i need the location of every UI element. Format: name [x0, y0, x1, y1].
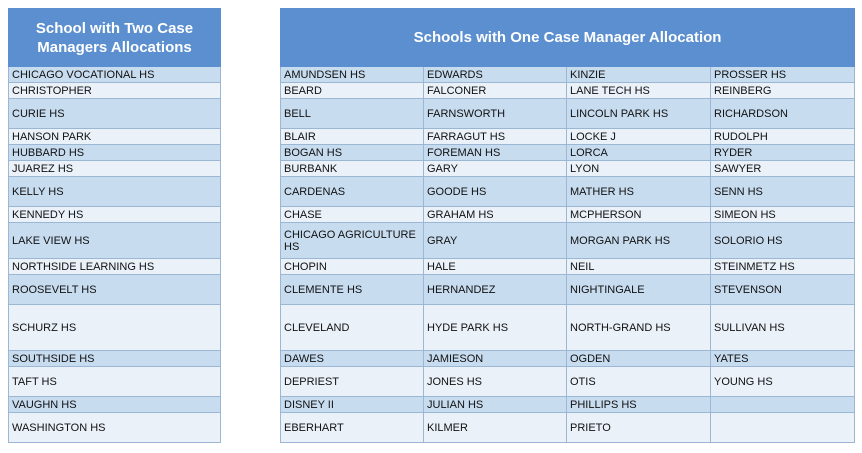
- school-cell: CHASE: [281, 207, 424, 223]
- table-row: [281, 161, 855, 177]
- school-cell: GRAHAM HS: [424, 207, 567, 223]
- one-case-manager-table: [280, 8, 855, 443]
- table-row: [281, 397, 855, 413]
- school-cell: MORGAN PARK HS: [567, 223, 711, 259]
- school-cell: HUBBARD HS: [9, 145, 221, 161]
- school-cell: AMUNDSEN HS: [281, 67, 424, 83]
- table-row: [281, 145, 855, 161]
- school-cell: SCHURZ HS: [9, 305, 221, 351]
- table-row: [9, 275, 221, 305]
- school-cell: LYON: [567, 161, 711, 177]
- school-cell: WASHINGTON HS: [9, 413, 221, 443]
- school-cell: DISNEY II: [281, 397, 424, 413]
- school-cell: KILMER: [424, 413, 567, 443]
- school-cell: BEARD: [281, 83, 424, 99]
- school-cell: SIMEON HS: [711, 207, 855, 223]
- table-row: [9, 351, 221, 367]
- table-row: [281, 259, 855, 275]
- school-cell: CHICAGO AGRICULTURE HS: [281, 223, 424, 259]
- school-cell: CARDENAS: [281, 177, 424, 207]
- school-cell: BURBANK: [281, 161, 424, 177]
- table-row: [9, 207, 221, 223]
- table-row: [9, 177, 221, 207]
- school-cell: NORTHSIDE LEARNING HS: [9, 259, 221, 275]
- school-cell: FARNSWORTH: [424, 99, 567, 129]
- school-cell: YOUNG HS: [711, 367, 855, 397]
- school-cell: GARY: [424, 161, 567, 177]
- school-cell: PHILLIPS HS: [567, 397, 711, 413]
- one-case-manager-header: Schools with One Case Manager Allocation: [281, 9, 855, 67]
- school-cell: [711, 413, 855, 443]
- table-row: [9, 99, 221, 129]
- school-cell: CHOPIN: [281, 259, 424, 275]
- school-cell: SOLORIO HS: [711, 223, 855, 259]
- school-cell: BLAIR: [281, 129, 424, 145]
- school-cell: HERNANDEZ: [424, 275, 567, 305]
- school-cell: LORCA: [567, 145, 711, 161]
- table-row: [9, 223, 221, 259]
- school-cell: JONES HS: [424, 367, 567, 397]
- school-cell: CURIE HS: [9, 99, 221, 129]
- school-cell: NORTH-GRAND HS: [567, 305, 711, 351]
- table-row: [9, 145, 221, 161]
- school-cell: RUDOLPH: [711, 129, 855, 145]
- school-cell: MATHER HS: [567, 177, 711, 207]
- school-cell: GOODE HS: [424, 177, 567, 207]
- school-cell: ROOSEVELT HS: [9, 275, 221, 305]
- school-cell: LOCKE J: [567, 129, 711, 145]
- school-cell: CLEVELAND: [281, 305, 424, 351]
- school-cell: EBERHART: [281, 413, 424, 443]
- table-row: [9, 67, 221, 83]
- school-cell: FALCONER: [424, 83, 567, 99]
- school-cell: SENN HS: [711, 177, 855, 207]
- school-cell: SAWYER: [711, 161, 855, 177]
- school-cell: BELL: [281, 99, 424, 129]
- table-row: [281, 99, 855, 129]
- table-row: [9, 367, 221, 397]
- school-cell: VAUGHN HS: [9, 397, 221, 413]
- table-row: [9, 413, 221, 443]
- two-case-managers-table: [8, 8, 221, 443]
- school-cell: LINCOLN PARK HS: [567, 99, 711, 129]
- school-cell: KELLY HS: [9, 177, 221, 207]
- school-cell: HALE: [424, 259, 567, 275]
- table-row: [9, 83, 221, 99]
- school-cell: LAKE VIEW HS: [9, 223, 221, 259]
- school-cell: FARRAGUT HS: [424, 129, 567, 145]
- school-cell: [711, 397, 855, 413]
- table-row: [281, 207, 855, 223]
- school-cell: KENNEDY HS: [9, 207, 221, 223]
- school-cell: OGDEN: [567, 351, 711, 367]
- school-cell: TAFT HS: [9, 367, 221, 397]
- school-cell: JUAREZ HS: [9, 161, 221, 177]
- school-cell: NEIL: [567, 259, 711, 275]
- table-row: [281, 129, 855, 145]
- school-cell: DEPRIEST: [281, 367, 424, 397]
- table-row: [281, 177, 855, 207]
- school-cell: DAWES: [281, 351, 424, 367]
- school-cell: BOGAN HS: [281, 145, 424, 161]
- table-row: [9, 397, 221, 413]
- school-cell: EDWARDS: [424, 67, 567, 83]
- school-cell: CHICAGO VOCATIONAL HS: [9, 67, 221, 83]
- school-cell: SOUTHSIDE HS: [9, 351, 221, 367]
- school-cell: RICHARDSON: [711, 99, 855, 129]
- school-cell: YATES: [711, 351, 855, 367]
- table-row: [281, 351, 855, 367]
- school-cell: CHRISTOPHER: [9, 83, 221, 99]
- table-row: [281, 413, 855, 443]
- table-row: [9, 305, 221, 351]
- school-cell: REINBERG: [711, 83, 855, 99]
- school-cell: HANSON PARK: [9, 129, 221, 145]
- school-cell: STEVENSON: [711, 275, 855, 305]
- table-row: [9, 161, 221, 177]
- school-cell: STEINMETZ HS: [711, 259, 855, 275]
- table-row: [9, 129, 221, 145]
- table-row: [281, 305, 855, 351]
- school-cell: MCPHERSON: [567, 207, 711, 223]
- school-cell: JULIAN HS: [424, 397, 567, 413]
- table-row: [281, 367, 855, 397]
- school-cell: JAMIESON: [424, 351, 567, 367]
- school-cell: GRAY: [424, 223, 567, 259]
- school-cell: FOREMAN HS: [424, 145, 567, 161]
- table-row: [9, 259, 221, 275]
- school-cell: HYDE PARK HS: [424, 305, 567, 351]
- school-cell: PRIETO: [567, 413, 711, 443]
- school-cell: LANE TECH HS: [567, 83, 711, 99]
- school-cell: PROSSER HS: [711, 67, 855, 83]
- school-cell: OTIS: [567, 367, 711, 397]
- table-row: [281, 67, 855, 83]
- table-row: [281, 223, 855, 259]
- school-cell: SULLIVAN HS: [711, 305, 855, 351]
- table-row: [281, 83, 855, 99]
- school-cell: KINZIE: [567, 67, 711, 83]
- school-cell: RYDER: [711, 145, 855, 161]
- two-case-managers-header: School with Two Case Managers Allocations: [9, 9, 221, 67]
- table-row: [281, 275, 855, 305]
- school-cell: NIGHTINGALE: [567, 275, 711, 305]
- school-cell: CLEMENTE HS: [281, 275, 424, 305]
